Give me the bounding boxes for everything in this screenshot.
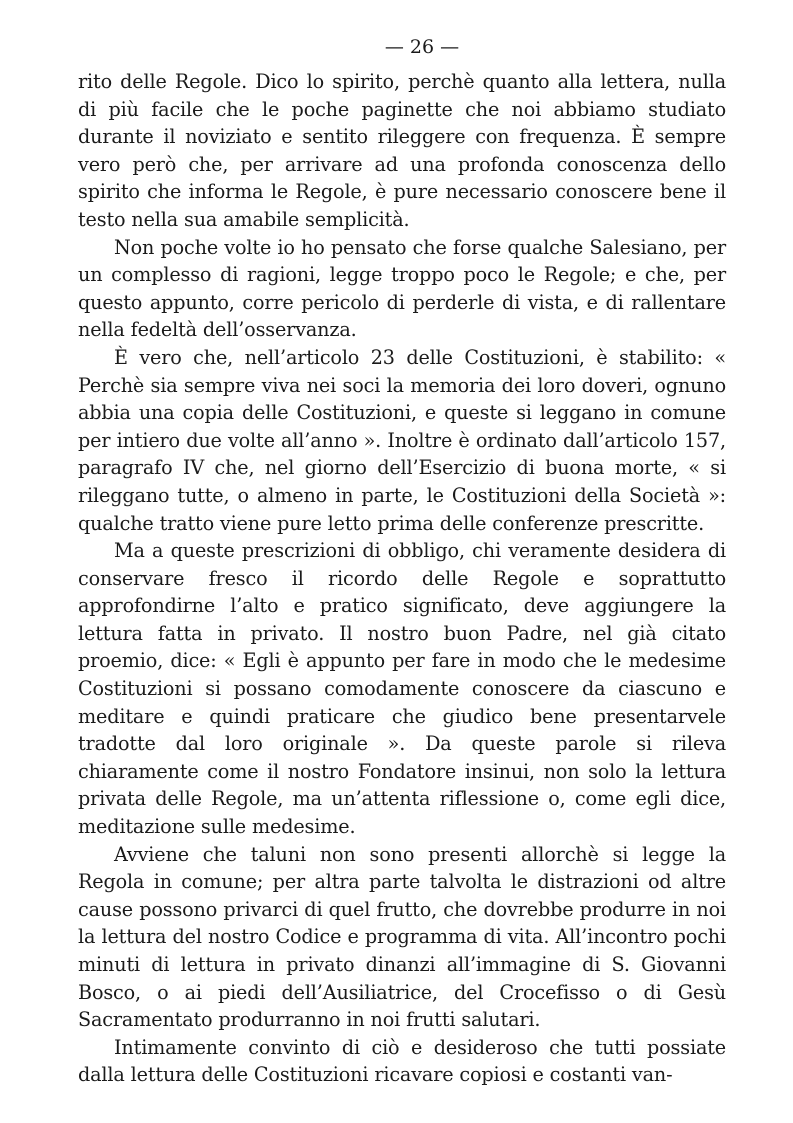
paragraph-2: Non poche volte io ho pensato che forse qualche Salesiano, per un complesso di ragioni, legge troppo poco le Regole; e che, per questo appunto, corre pericolo di perderle di vista, e di rallentare nella fedeltà dell’osservanza. <box>78 235 726 342</box>
book-page <box>78 30 726 1089</box>
page-number: — 26 — <box>384 36 460 58</box>
paragraph-6: Intimamente convinto di ciò e desideroso che tutti possiate dalla lettura delle Costituzioni ricavare copiosi e costanti van- <box>78 1035 726 1087</box>
body-text <box>78 68 726 1089</box>
paragraph-3: È vero che, nell’articolo 23 delle Costituzioni, è stabilito: « Perchè sia sempre viva nei soci la memoria dei loro doveri, ognuno abbia una copia delle Costituzioni, e queste si leggano in comune per intiero due volte all’anno ». Inoltre è ordinato dall’articolo 157, paragrafo IV che, nel giorno dell’Esercizio di buona morte, « si rileggano tutte, o almeno in parte, le Costituzioni della Società »: qualche tratto viene pure letto prima delle conferenze prescritte. <box>78 345 726 535</box>
paragraph-5: Avviene che taluni non sono presenti allorchè si legge la Regola in comune; per altra parte talvolta le distrazioni od altre cause possono privarci di quel frutto, che dovrebbe produrre in noi la lettura del nostro Codice e programma di vita. All’incontro pochi minuti di lettura in privato dinanzi all’immagine di S. Giovanni Bosco, o ai piedi dell’Ausiliatrice, del Crocefisso o di Gesù Sacramentato produrranno in noi frutti salutari. <box>78 842 726 1032</box>
paragraph-1: rito delle Regole. Dico lo spirito, perchè quanto alla lettera, nulla di più facile che le poche paginette che noi abbiamo studiato durante il noviziato e sentito rileggere con frequenza. È sempre vero però che, per arrivare ad una profonda conoscenza dello spirito che informa le Regole, è pure necessario conoscere bene il testo nella sua amabile semplicità. <box>78 70 726 231</box>
paragraph-4: Ma a queste prescrizioni di obbligo, chi veramente desidera di conservare fresco il ricordo delle Regole e soprattutto approfondirne l’alto e pratico significato, deve aggiungere la lettura fatta in privato. Il nostro buon Padre, nel già citato proemio, dice: « Egli è appunto per fare in modo che le medesime Costituzioni si possano comodamente conoscere da ciascuno e meditare e quindi praticare che giudico bene presentarvele tradotte dal loro originale ». Da queste parole si rileva chiaramente come il nostro Fondatore insinui, non solo la lettura privata delle Regole, ma un’attenta riflessione o, come egli dice, meditazione sulle medesime. <box>78 539 726 839</box>
